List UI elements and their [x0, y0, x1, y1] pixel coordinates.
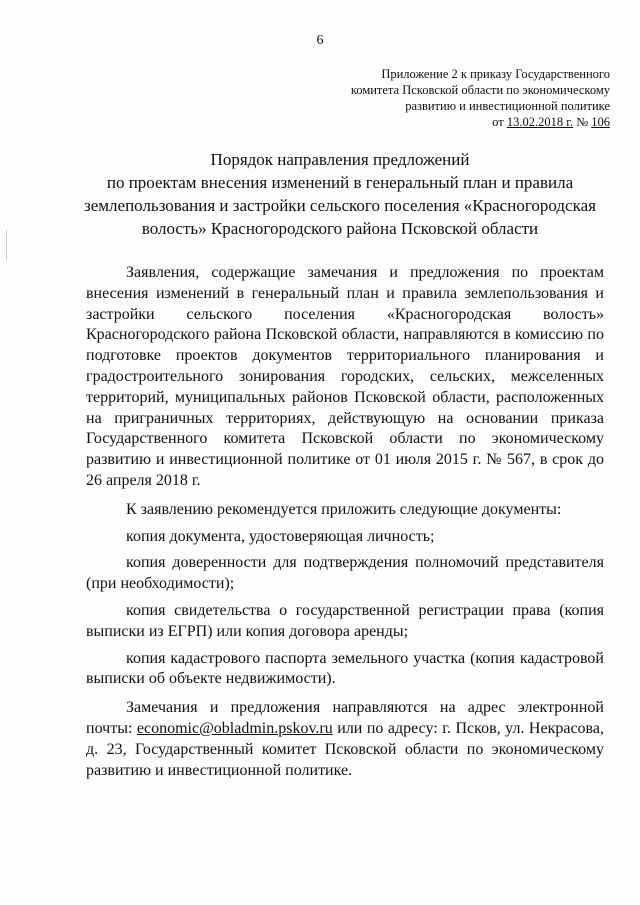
document-title: [60, 148, 620, 240]
scan-margin-mark: [6, 230, 7, 260]
document-body: [86, 263, 604, 781]
list-item-registration-certificate: копия свидетельства о государственной регистрации права (копия выписки из ЕГРП) или копия договора аренды;: [86, 601, 604, 640]
paragraph-submission-address: [86, 698, 604, 781]
list-item-identity-copy: копия документа, удостоверяющая личность;: [126, 527, 435, 545]
list-item-cadastral-passport: копия кадастрового паспорта земельного участка (копия кадастровой выписки об объекте недвижимости).: [86, 649, 604, 688]
appendix-number-sign: №: [573, 115, 592, 129]
appendix-header: [350, 66, 610, 130]
title-line-4: волость» Красногородского района Псковской области: [141, 219, 539, 238]
appendix-date: 13.02.2018 г.: [506, 115, 574, 129]
paragraph-applications: Заявления, содержащие замечания и предложения по проектам внесения изменений в генеральный план и правила землепользования и застройки сельского поселения «Красногородская волость» Красногородского района Псковской области, направляются в комиссию по подготовке проектов документов территориального планирования и градостроительного зонирования городских, сельских, межселенных территорий, муниципальных районов Псковской области, расположенных на приграничных территориях, действующую на основании приказа Государственного комитета Псковской области по экономическому развитию и инвестиционной политике от 01 июля 2015 г. № 567, в срок до 26 апреля 2018 г.: [86, 264, 604, 489]
appendix-number: 106: [591, 115, 610, 129]
title-line-3: землепользования и застройки сельского поселения «Красногородская: [84, 196, 596, 215]
appendix-line-2: комитета Псковской области по экономическому: [350, 83, 610, 97]
list-item-power-of-attorney: копия доверенности для подтверждения полномочий представителя (при необходимости);: [86, 554, 604, 593]
submission-text-prefix: Замечания и предложения направляются на адрес электронной почты:: [86, 699, 604, 737]
appendix-date-line: [350, 114, 610, 130]
email-link[interactable]: economic@obladmin.pskov.ru: [136, 719, 333, 737]
appendix-date-prefix: от: [492, 115, 507, 129]
submission-text-suffix: или по адресу: г. Псков, ул. Некрасова, д. 23, Государственный комитет Псковской области по экономическому развитию и инвестиционной политике.: [86, 719, 604, 779]
title-line-2: по проектам внесения изменений в генеральный план и правила: [106, 173, 574, 192]
paragraph-attachments-intro: К заявлению рекомендуется приложить следующие документы:: [126, 500, 562, 518]
page-number: 6: [316, 33, 324, 48]
appendix-line-3: развитию и инвестиционной политике: [405, 99, 610, 113]
appendix-line-1: Приложение 2 к приказу Государственного: [381, 67, 610, 81]
title-line-1: Порядок направления предложений: [210, 150, 470, 169]
